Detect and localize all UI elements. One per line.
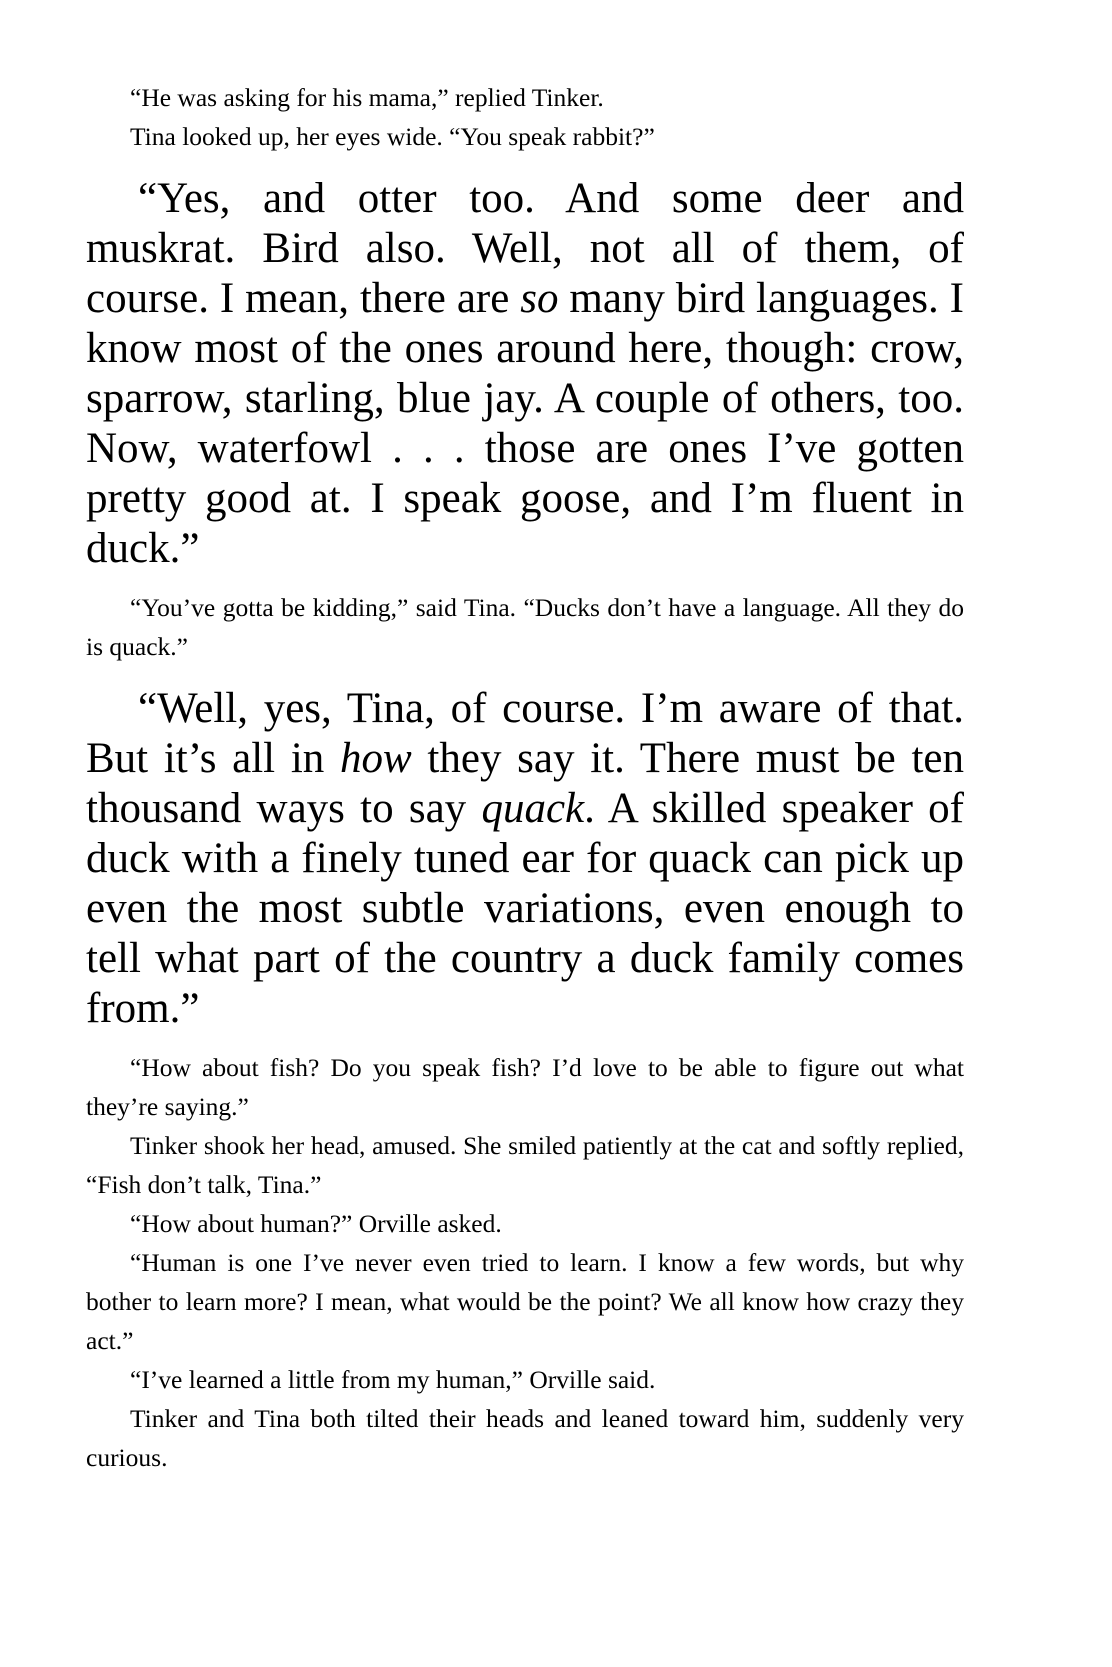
text-column: [86, 78, 964, 1477]
text-run: “Well, yes, Tina, of course. I’m aware of that. But it’s all in: [86, 685, 964, 782]
paragraph: Tinker and Tina both tilted their heads and leaned toward him, suddenly very curious.: [86, 1404, 964, 1472]
paragraph: Tina looked up, her eyes wide. “You speak rabbit?”: [130, 122, 655, 151]
text-run-italic: how: [340, 735, 412, 782]
paragraph: “I’ve learned a little from my human,” Orville said.: [130, 1365, 656, 1394]
paragraph: “He was asking for his mama,” replied Tinker.: [130, 83, 604, 112]
text-run: they say it. There must be ten thousand ways to say: [86, 735, 964, 832]
paragraph: Tinker shook her head, amused. She smiled patiently at the cat and softly replied, “Fish don’t talk, Tina.”: [86, 1131, 964, 1199]
paragraph: “How about human?” Orville asked.: [130, 1209, 502, 1238]
paragraph: “How about fish? Do you speak fish? I’d love to be able to figure out what they’re saying.”: [86, 1053, 964, 1121]
paragraph: “You’ve gotta be kidding,” said Tina. “Ducks don’t have a language. All they do is quack.”: [86, 593, 964, 661]
text-run: many bird languages. I know most of the ones around here, though: crow, sparrow, starling, blue jay. A couple of others, too. Now, waterfowl . . . those are ones I’ve gotten pretty good at. I speak goose, and I’m fluent in duck.”: [86, 275, 964, 572]
text-run-italic: quack: [481, 785, 585, 832]
text-run-italic: so: [520, 275, 559, 322]
paragraph: “Human is one I’ve never even tried to learn. I know a few words, but why bother to learn more? I mean, what would be the point? We all know how crazy they act.”: [86, 1248, 964, 1355]
paragraph-emphasized: [86, 684, 964, 1034]
text-run: “Yes, and otter too. And some deer and muskrat. Bird also. Well, not all of them, of course. I mean, there are: [86, 175, 964, 322]
text-run: . A skilled speaker of duck with a finely tuned ear for quack can pick up even the most subtle variations, even enough to tell what part of the country a duck family comes from.”: [86, 785, 964, 1032]
paragraph-emphasized: [86, 174, 964, 574]
